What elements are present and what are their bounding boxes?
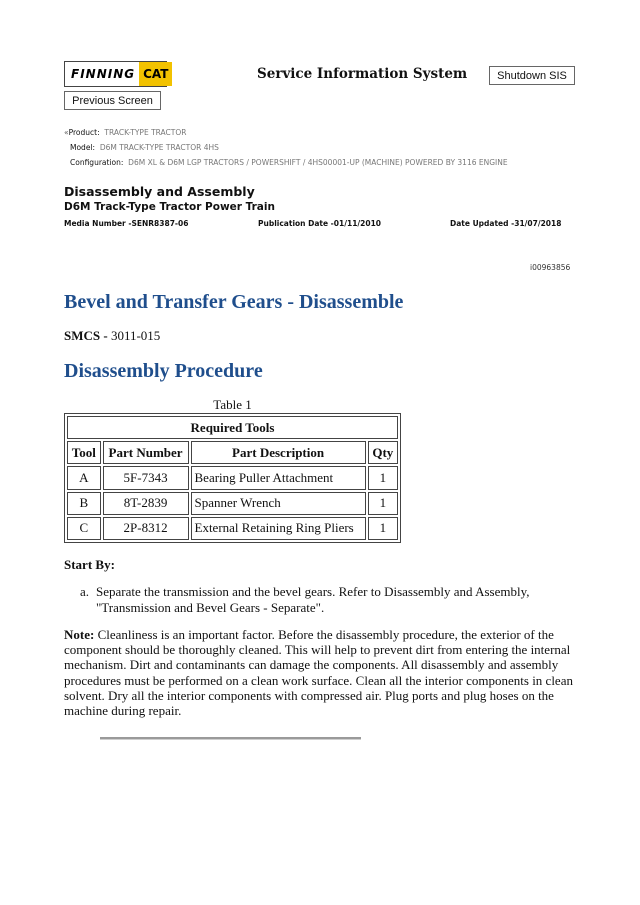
part-number-cell: 2P-8312 bbox=[103, 517, 189, 540]
configuration-value: D6M XL & D6M LGP TRACTORS / POWERSHIFT / 4HS00001-UP (MACHINE) POWERED BY 3116 ENGINE bbox=[128, 158, 508, 167]
product-line bbox=[64, 128, 187, 137]
table-title-row bbox=[67, 416, 398, 439]
smcs-label: SMCS - bbox=[64, 328, 111, 343]
table-caption: Table 1 bbox=[213, 397, 252, 412]
table-row bbox=[67, 517, 398, 540]
publication-date: Publication Date -01/11/2010 bbox=[258, 219, 382, 228]
part-number-cell: 8T-2839 bbox=[103, 492, 189, 515]
column-header-tool: Tool bbox=[67, 441, 101, 464]
qty-cell: 1 bbox=[368, 466, 398, 489]
shutdown-sis-button[interactable]: Shutdown SIS bbox=[489, 66, 575, 85]
configuration-label: Configuration: bbox=[70, 158, 124, 167]
document-title: Disassembly and Assembly bbox=[64, 184, 255, 199]
model-label: Model: bbox=[70, 143, 96, 152]
smcs-value: 3011-015 bbox=[110, 328, 161, 343]
step-letter: a. bbox=[80, 584, 90, 599]
tool-cell: B bbox=[67, 492, 101, 515]
column-header-qty: Qty bbox=[368, 441, 398, 464]
media-number: Media Number -SENR8387-06 bbox=[64, 219, 189, 228]
cat-brand-mark: CAT bbox=[139, 62, 172, 86]
qty-cell: 1 bbox=[368, 517, 398, 540]
step-text: Separate the transmission and the bevel gears. Refer to Disassembly and Assembly, "Transmission and Bevel Gears - Separate". bbox=[96, 584, 530, 615]
tool-cell: A bbox=[67, 466, 101, 489]
tool-cell: C bbox=[67, 517, 101, 540]
divider bbox=[100, 737, 361, 740]
product-label: Product: bbox=[68, 128, 100, 137]
start-by-heading: Start By: bbox=[64, 557, 115, 572]
document-subtitle: D6M Track-Type Tractor Power Train bbox=[64, 201, 275, 213]
previous-screen-button[interactable]: Previous Screen bbox=[64, 91, 161, 110]
illustration-id: i00963856 bbox=[530, 263, 571, 272]
collapse-icon[interactable]: « bbox=[64, 128, 69, 137]
procedure-heading: Disassembly Procedure bbox=[64, 360, 263, 382]
logo-text: FINNING bbox=[71, 67, 136, 81]
column-header-part-number: Part Number bbox=[103, 441, 189, 464]
note-paragraph bbox=[64, 627, 584, 718]
note-text: Cleanliness is an important factor. Before the disassembly procedure, the exterior of the component should be thoroughly cleaned. This will help to prevent dirt from entering the internal mechanism. Dirt and contaminants can damage the components. All disassembly and assembly procedures must be performed on a clean work surface. Clean all the interior components in clean solvent. Dry all the interior components with compressed air. Plug ports and plug hoses on the machine during repair. bbox=[64, 627, 573, 719]
smcs-line bbox=[64, 328, 160, 344]
page-heading: Bevel and Transfer Gears - Disassemble bbox=[64, 291, 404, 313]
table-row bbox=[67, 492, 398, 515]
system-title: Service Information System bbox=[257, 66, 468, 82]
table-row bbox=[67, 466, 398, 489]
configuration-line bbox=[70, 158, 508, 167]
model-value: D6M TRACK-TYPE TRACTOR 4HS bbox=[99, 143, 219, 152]
model-line bbox=[70, 143, 219, 152]
part-description-cell: External Retaining Ring Pliers bbox=[191, 517, 366, 540]
table-title: Required Tools bbox=[67, 416, 398, 439]
part-number-cell: 5F-7343 bbox=[103, 466, 189, 489]
date-updated: Date Updated -31/07/2018 bbox=[450, 219, 562, 228]
finning-cat-logo bbox=[64, 61, 167, 87]
product-value: TRACK-TYPE TRACTOR bbox=[104, 128, 187, 137]
qty-cell: 1 bbox=[368, 492, 398, 515]
required-tools-table bbox=[64, 413, 401, 543]
note-label: Note: bbox=[64, 627, 95, 642]
part-description-cell: Spanner Wrench bbox=[191, 492, 366, 515]
part-description-cell: Bearing Puller Attachment bbox=[191, 466, 366, 489]
column-header-part-description: Part Description bbox=[191, 441, 366, 464]
table-header-row bbox=[67, 441, 398, 464]
